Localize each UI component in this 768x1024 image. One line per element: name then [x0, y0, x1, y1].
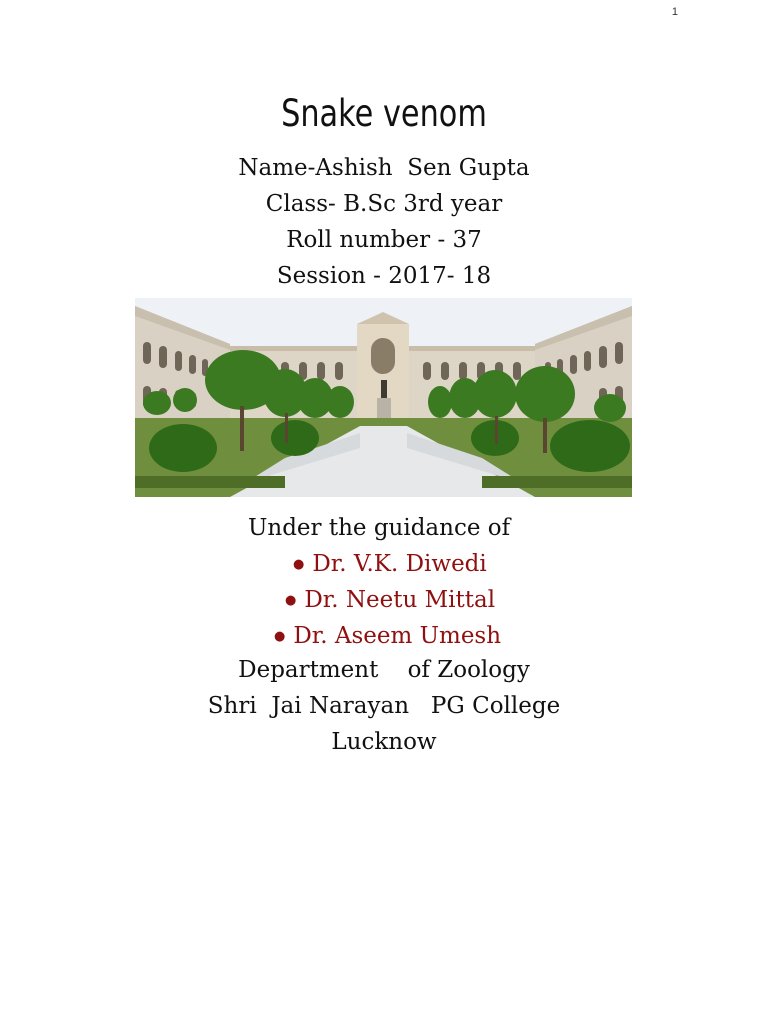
guide-name: Dr. Aseem Umesh: [293, 623, 502, 649]
college-line: Shri Jai Narayan PG College: [207, 693, 561, 719]
guide-item: [274, 618, 501, 655]
guide-name: Dr. Neetu Mittal: [304, 587, 496, 613]
college-building-photo: [135, 298, 632, 497]
department-line: Department of Zoology: [238, 657, 530, 683]
student-class: Class- B.Sc 3rd year: [265, 191, 503, 217]
student-name: Name-Ashish Sen Gupta: [238, 155, 530, 181]
bullet-icon: ●: [274, 629, 286, 644]
student-roll-number: Roll number - 37: [286, 227, 482, 253]
student-session: Session - 2017- 18: [276, 263, 492, 289]
city-line: Lucknow: [331, 729, 437, 755]
guide-name: Dr. V.K. Diwedi: [312, 551, 487, 577]
student-info: [0, 150, 768, 294]
guide-item: [285, 582, 495, 619]
guidance-heading: Under the guidance of: [248, 515, 511, 541]
document-title: Snake venom: [281, 92, 487, 135]
guide-item: [293, 546, 487, 583]
institution-info: [0, 652, 768, 760]
bullet-icon: ●: [293, 557, 305, 572]
bullet-icon: ●: [285, 593, 297, 608]
page-number: 1: [671, 6, 678, 18]
